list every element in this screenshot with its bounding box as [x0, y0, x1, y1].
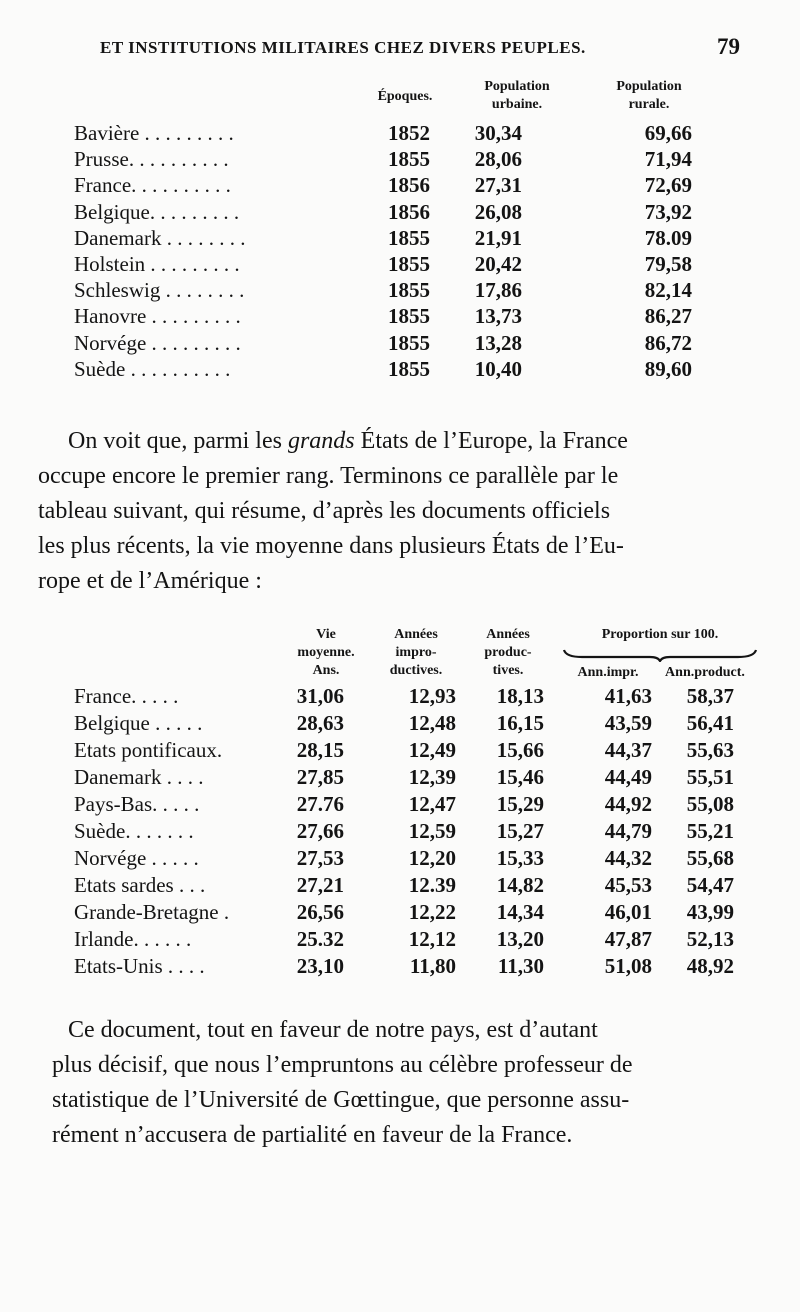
vie-moyenne-value: 31,06 [296, 684, 344, 708]
header-epoques: Époques. [377, 89, 433, 104]
paragraph-intro [38, 424, 748, 599]
header-proportion: Proportion sur 100. [601, 627, 719, 642]
proportion-improductive-value: 51,08 [604, 954, 652, 978]
epoque-value: 1855 [388, 304, 430, 329]
header-impro-line1: Années [394, 627, 438, 642]
epoque-value: 1855 [388, 278, 430, 303]
header-ann-impr: Ann.impr. [577, 665, 639, 680]
header-vie-line3: Ans. [312, 663, 340, 678]
table-row [74, 278, 714, 304]
annees-productives-value: 15,29 [496, 792, 544, 816]
table-row [74, 792, 764, 820]
country-name: Suède . . . . . . . . . . [74, 356, 231, 381]
table-row [74, 121, 714, 147]
paragraph-line: rément n’accusera de partialité en faveur de la France. [52, 1122, 573, 1148]
rural-population-value: 71,94 [644, 147, 692, 172]
country-name: Danemark . . . . . . . . [74, 225, 246, 250]
table-row [74, 711, 764, 739]
urban-population-value: 26,08 [474, 199, 522, 224]
header-prod-line3: tives. [492, 663, 524, 678]
vie-moyenne-value: 28,15 [296, 738, 344, 762]
proportion-improductive-value: 43,59 [604, 711, 652, 735]
table-row [74, 873, 764, 901]
proportion-productive-value: 55,63 [686, 738, 734, 762]
annees-productives-value: 15,46 [496, 765, 544, 789]
rural-population-value: 82,14 [644, 278, 692, 303]
proportion-productive-value: 55,51 [686, 765, 734, 789]
vie-moyenne-value: 27,66 [296, 819, 344, 843]
proportion-improductive-value: 41,63 [604, 684, 652, 708]
proportion-productive-value: 48,92 [686, 954, 734, 978]
rural-population-value: 72,69 [644, 173, 692, 198]
paragraph-line: rope et de l’Amérique : [38, 568, 262, 594]
proportion-productive-value: 55,21 [686, 819, 734, 843]
page-number: 79 [717, 34, 740, 59]
annees-improductives-value: 12,20 [408, 846, 456, 870]
header-prod-line1: Années [486, 627, 530, 642]
paragraph-line: les plus récents, la vie moyenne dans plusieurs États de l’Eu- [38, 533, 624, 559]
emphasis-text: grands [287, 428, 355, 454]
epoque-value: 1852 [388, 121, 430, 145]
brace-icon [562, 648, 758, 662]
paragraph-line: tableau suivant, qui résume, d’après les documents officiels [38, 498, 611, 524]
annees-improductives-value: 12,12 [408, 927, 456, 951]
urban-population-value: 21,91 [474, 225, 522, 250]
table-row [74, 226, 714, 252]
country-name: Hanovre . . . . . . . . . [74, 304, 241, 329]
table-row [74, 252, 714, 278]
country-name: Belgique . . . . . [74, 711, 203, 735]
paragraph-conclusion [52, 1013, 758, 1153]
vie-moyenne-value: 28,63 [296, 711, 344, 735]
header-urbaine-line1: Population [484, 79, 550, 94]
text-span: On voit que, parmi les [68, 428, 288, 454]
annees-productives-value: 11,30 [497, 954, 544, 978]
epoque-value: 1856 [388, 173, 430, 198]
proportion-improductive-value: 44,49 [604, 765, 652, 789]
table-row [74, 331, 714, 357]
country-name: Bavière . . . . . . . . . [74, 121, 234, 145]
country-name: Belgique. . . . . . . . . [74, 199, 240, 224]
header-vie-line1: Vie [316, 627, 336, 642]
table-row [74, 900, 764, 928]
table-row [74, 357, 714, 383]
proportion-improductive-value: 44,37 [604, 738, 652, 762]
annees-productives-value: 16,15 [496, 711, 544, 735]
vie-moyenne-value: 25.32 [296, 927, 344, 951]
paragraph-line: statistique de l’Université de Gœttingue, que personne assu- [52, 1087, 630, 1113]
country-name: Holstein . . . . . . . . . [74, 252, 240, 276]
urban-population-value: 30,34 [474, 121, 522, 145]
annees-productives-value: 15,66 [496, 738, 544, 762]
vie-moyenne-value: 26,56 [296, 900, 344, 924]
header-urbaine-line2: urbaine. [491, 97, 543, 112]
vie-moyenne-value: 27.76 [296, 792, 344, 816]
country-name: Norvége . . . . . . . . . [74, 330, 241, 355]
epoque-value: 1855 [388, 252, 430, 276]
proportion-improductive-value: 44,32 [604, 846, 652, 870]
urban-population-value: 10,40 [474, 356, 522, 381]
country-name: Schleswig . . . . . . . . [74, 278, 245, 303]
rural-population-value: 69,66 [644, 121, 692, 145]
rural-population-value: 89,60 [644, 356, 692, 381]
rural-population-value: 86,72 [644, 330, 692, 355]
epoque-value: 1855 [388, 225, 430, 250]
header-vie-line2: moyenne. [297, 645, 355, 660]
epoque-value: 1856 [388, 199, 430, 224]
country-name: Etats sardes . . . [74, 873, 206, 897]
proportion-productive-value: 55,08 [686, 792, 734, 816]
paragraph-line: plus décisif, que nous l’empruntons au célèbre professeur de [52, 1052, 633, 1078]
table-row [74, 846, 764, 874]
paragraph-line: occupe encore le premier rang. Terminons ce parallèle par le [38, 463, 619, 489]
table-row [74, 819, 764, 847]
annees-improductives-value: 12,93 [408, 684, 456, 708]
table-row [74, 147, 714, 173]
urban-population-value: 13,28 [474, 330, 522, 355]
annees-improductives-value: 12,49 [408, 738, 456, 762]
text-span: États de l’Europe, la France [354, 428, 628, 454]
country-name: Norvége . . . . . [74, 846, 199, 870]
header-rurale-line1: Population [616, 79, 682, 94]
vie-moyenne-value: 23,10 [296, 954, 344, 978]
urban-population-value: 17,86 [474, 278, 522, 303]
rural-population-value: 78.09 [644, 225, 692, 250]
urban-population-value: 13,73 [474, 304, 522, 329]
table-row [74, 173, 714, 199]
annees-improductives-value: 12,47 [408, 792, 456, 816]
proportion-productive-value: 54,47 [686, 873, 734, 897]
proportion-improductive-value: 47,87 [604, 927, 652, 951]
country-name: France. . . . . [74, 684, 179, 708]
running-title: ET INSTITUTIONS MILITAIRES CHEZ DIVERS PEUPLES. [100, 38, 586, 57]
table-row [74, 200, 714, 226]
vie-moyenne-value: 27,21 [296, 873, 344, 897]
annees-productives-value: 18,13 [496, 684, 544, 708]
running-header [84, 34, 744, 64]
table-row [74, 954, 764, 982]
epoque-value: 1855 [388, 147, 430, 172]
header-rurale-line2: rurale. [628, 97, 670, 112]
country-name: Prusse. . . . . . . . . . [74, 147, 229, 172]
proportion-improductive-value: 46,01 [604, 900, 652, 924]
proportion-productive-value: 56,41 [686, 711, 734, 735]
rural-population-value: 86,27 [644, 304, 692, 329]
proportion-improductive-value: 44,79 [604, 819, 652, 843]
paragraph-line [68, 424, 748, 459]
rural-population-value: 79,58 [644, 252, 692, 276]
proportion-improductive-value: 45,53 [604, 873, 652, 897]
header-prod-line2: produc- [484, 645, 532, 660]
rural-population-value: 73,92 [644, 199, 692, 224]
table-row [74, 765, 764, 793]
annees-improductives-value: 12.39 [408, 873, 456, 897]
country-name: Danemark . . . . [74, 765, 204, 789]
header-impro-line2: impro- [395, 645, 437, 660]
country-name: Irlande. . . . . . [74, 927, 192, 951]
country-name: Pays-Bas. . . . . [74, 792, 200, 816]
vie-moyenne-value: 27,53 [296, 846, 344, 870]
annees-productives-value: 15,33 [496, 846, 544, 870]
country-name: France. . . . . . . . . . [74, 173, 231, 198]
country-name: Etats-Unis . . . . [74, 954, 205, 978]
epoque-value: 1855 [388, 330, 430, 355]
table-row [74, 738, 764, 766]
annees-productives-value: 15,27 [496, 819, 544, 843]
annees-productives-value: 13,20 [496, 927, 544, 951]
annees-productives-value: 14,82 [496, 873, 544, 897]
annees-improductives-value: 12,48 [408, 711, 456, 735]
proportion-productive-value: 52,13 [686, 927, 734, 951]
proportion-productive-value: 58,37 [686, 684, 734, 708]
annees-improductives-value: 11,80 [409, 954, 456, 978]
proportion-productive-value: 43,99 [686, 900, 734, 924]
epoque-value: 1855 [388, 356, 430, 381]
paragraph-line: Ce document, tout en faveur de notre pays, est d’autant [68, 1017, 598, 1043]
urban-population-value: 27,31 [474, 173, 522, 198]
country-name: Suède. . . . . . . [74, 819, 194, 843]
proportion-productive-value: 55,68 [686, 846, 734, 870]
annees-productives-value: 14,34 [496, 900, 544, 924]
country-name: Etats pontificaux. [74, 738, 223, 762]
vie-moyenne-value: 27,85 [296, 765, 344, 789]
urban-population-value: 28,06 [474, 147, 522, 172]
urban-population-value: 20,42 [474, 252, 522, 276]
table-row [74, 304, 714, 330]
table-row [74, 684, 764, 712]
annees-improductives-value: 12,59 [408, 819, 456, 843]
table-row [74, 927, 764, 955]
country-name: Grande-Bretagne . [74, 900, 230, 924]
annees-improductives-value: 12,22 [408, 900, 456, 924]
header-impro-line3: ductives. [389, 663, 443, 678]
proportion-improductive-value: 44,92 [604, 792, 652, 816]
annees-improductives-value: 12,39 [408, 765, 456, 789]
header-ann-product: Ann.product. [665, 665, 745, 680]
